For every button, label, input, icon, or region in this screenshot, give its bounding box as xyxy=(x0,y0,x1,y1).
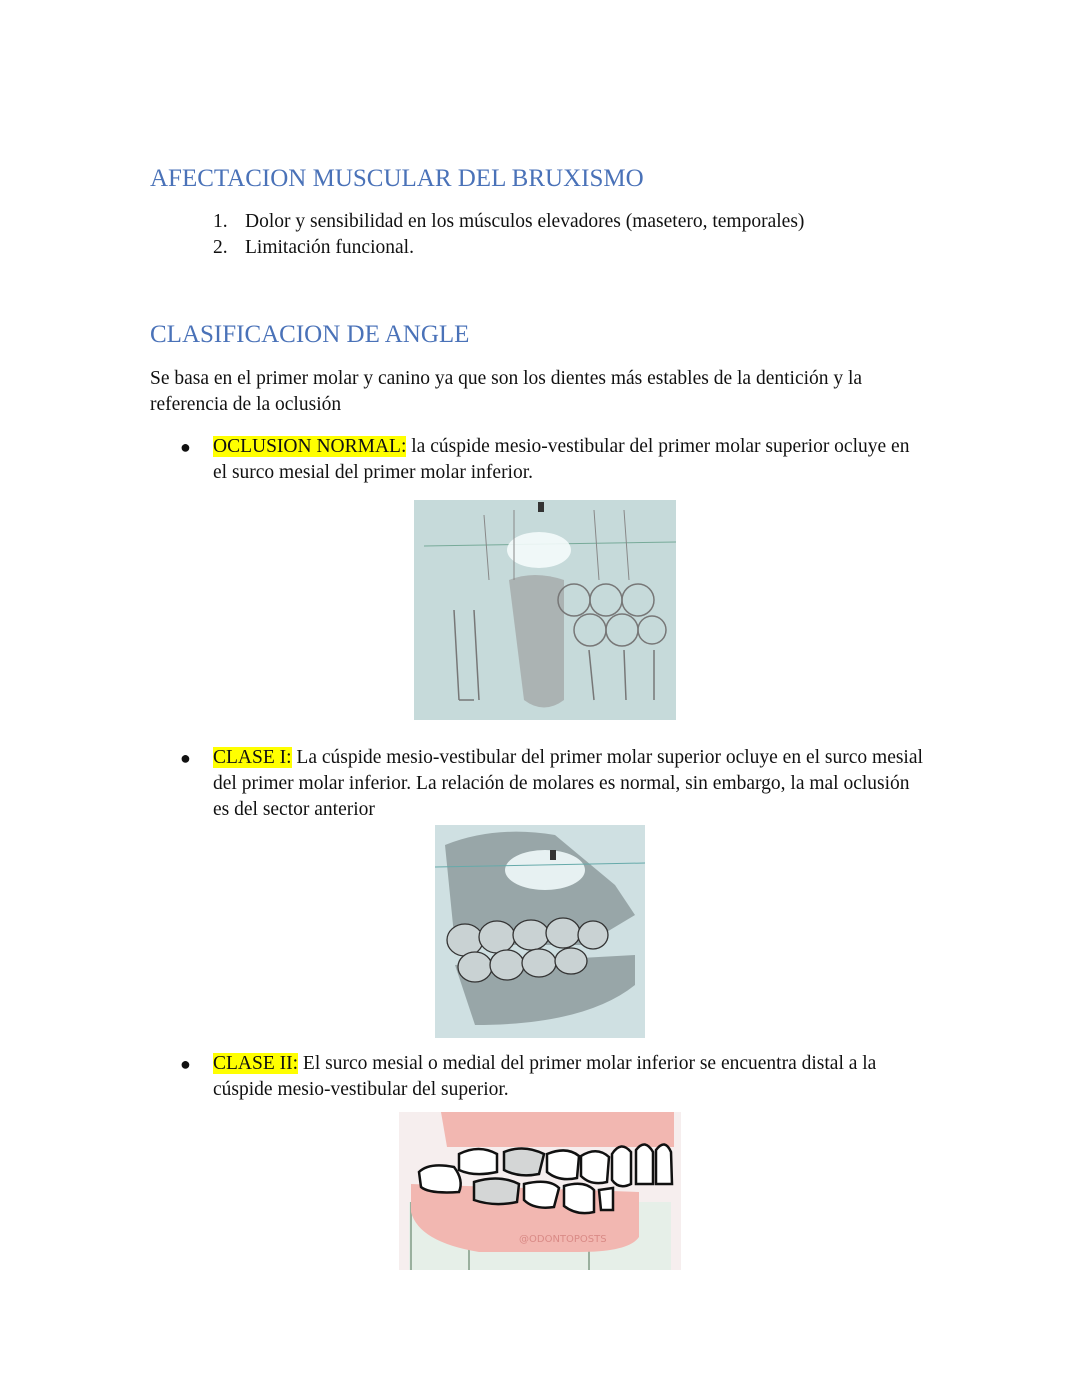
bullet-item-clase-1 xyxy=(180,745,928,823)
bullet-item-clase-2 xyxy=(180,1051,928,1103)
bullet-icon: ● xyxy=(180,748,191,768)
list-item-text: Dolor y sensibilidad en los músculos elevadores (masetero, temporales) xyxy=(245,211,805,232)
term-highlight: CLASE II: xyxy=(213,1053,299,1074)
bullet-text: El surco mesial o medial del primer molar inferior se encuentra distal a la cúspide mesio-vestibular del superior. xyxy=(213,1053,877,1100)
heading-angle: CLASIFICACION DE ANGLE xyxy=(150,321,470,348)
intro-paragraph: Se basa en el primer molar y canino ya que son los dientes más estables de la dentición y la referencia de la oclusión xyxy=(150,368,863,415)
bullet-icon: ● xyxy=(180,1054,191,1074)
watermark: @ODONTOPOSTS xyxy=(519,1234,607,1245)
list-item xyxy=(213,235,973,261)
figure-clase-1 xyxy=(435,825,645,1038)
tooth-illustration-class-2-icon xyxy=(399,1112,681,1270)
numbered-list xyxy=(213,209,973,261)
term-highlight: OCLUSION NORMAL: xyxy=(213,436,407,457)
tooth-drawing-normal-occlusion-icon xyxy=(414,500,676,720)
heading-bruxismo: AFECTACION MUSCULAR DEL BRUXISMO xyxy=(150,165,644,192)
figure-normal-occlusion xyxy=(414,500,676,720)
tooth-drawing-class-1-icon xyxy=(435,825,645,1038)
figure-clase-2 xyxy=(399,1112,681,1270)
bullet-item-normal xyxy=(180,434,913,486)
list-item-text: Limitación funcional. xyxy=(245,237,414,258)
list-item xyxy=(213,209,973,235)
bullet-icon: ● xyxy=(180,437,191,457)
term-highlight: CLASE I: xyxy=(213,747,292,768)
list-marker: 2. xyxy=(213,237,228,258)
bullet-text: la cúspide mesio-vestibular del primer molar superior ocluye en el surco mesial del primer molar inferior. xyxy=(213,436,910,483)
bullet-text: La cúspide mesio-vestibular del primer molar superior ocluye en el surco mesial del primer molar inferior. La relación de molares es normal, sin embargo, la mal oclusión es del sector anterior xyxy=(213,747,923,820)
list-marker: 1. xyxy=(213,211,228,232)
